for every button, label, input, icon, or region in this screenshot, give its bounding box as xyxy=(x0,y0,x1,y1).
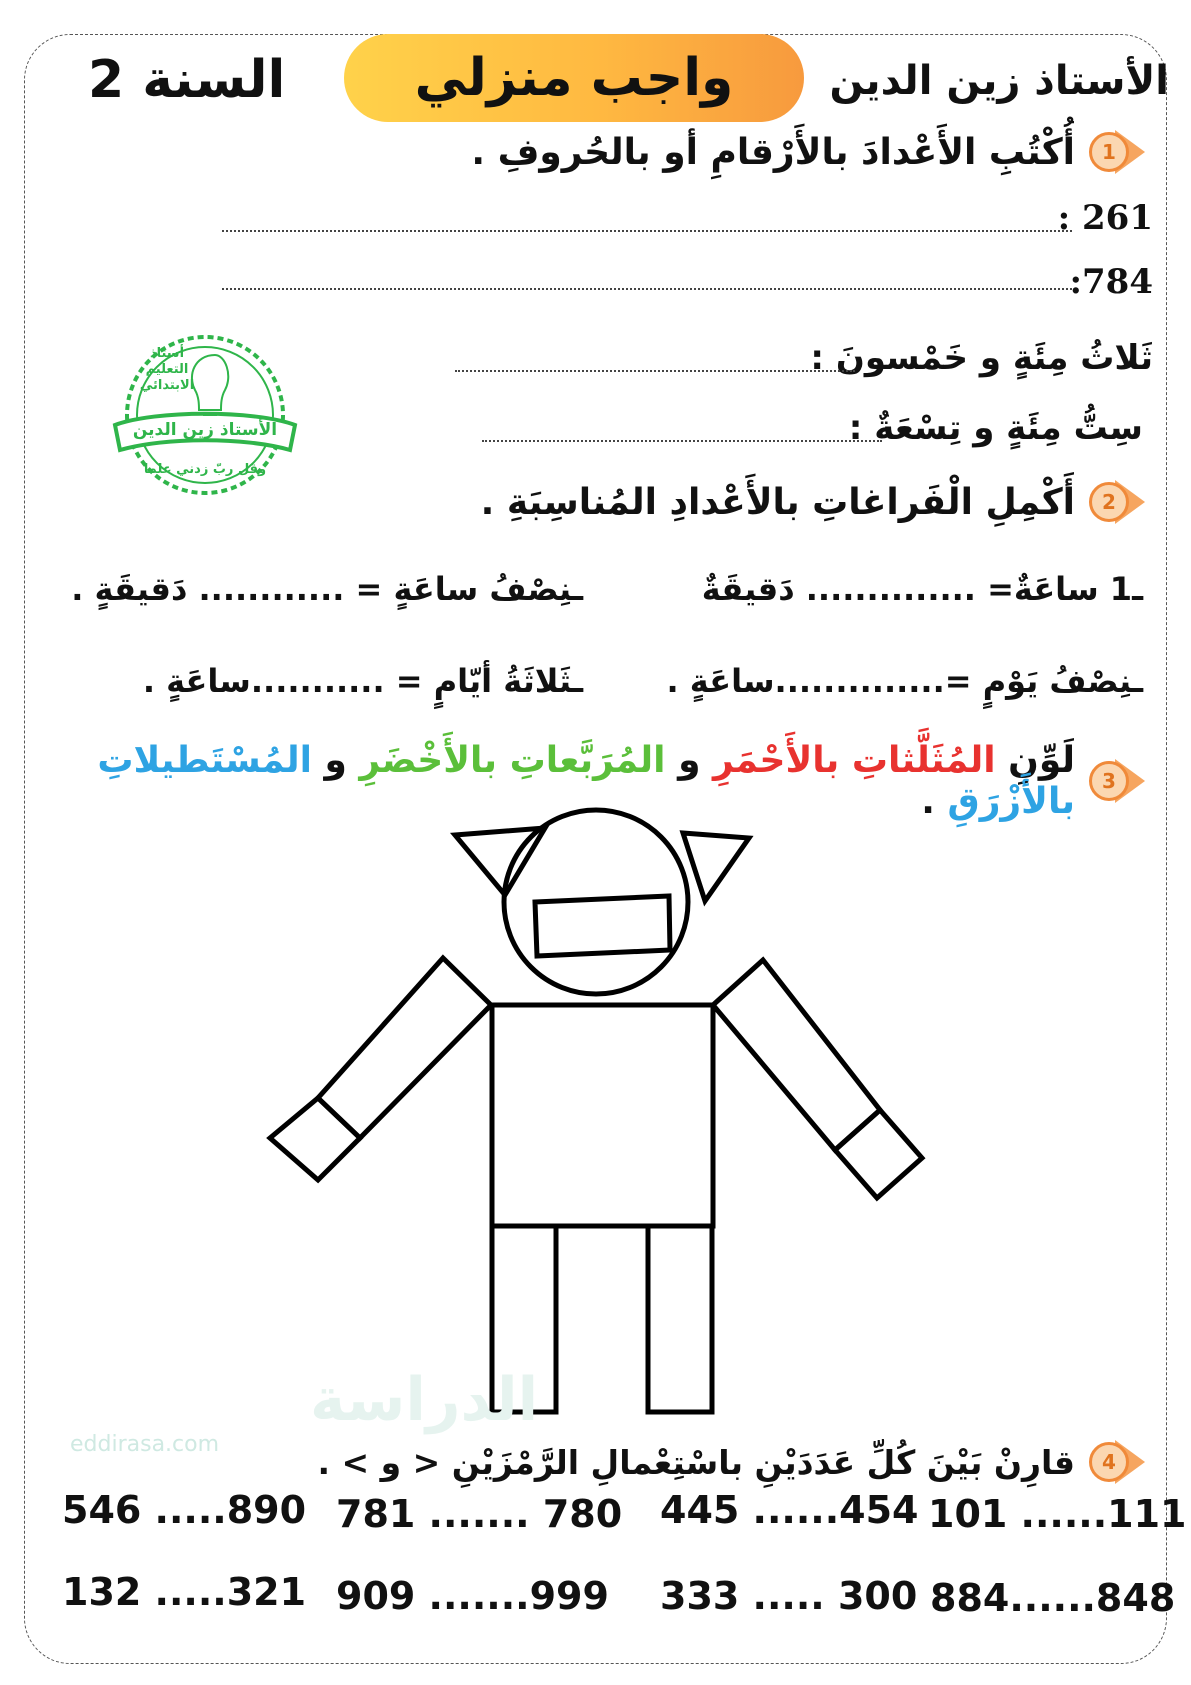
compare-1-4: 101 ......111 xyxy=(928,1492,1187,1536)
exercise-2-badge: 2 xyxy=(1087,480,1145,524)
period: . xyxy=(921,781,935,822)
right-leg-rectangle[interactable] xyxy=(648,1226,712,1412)
rectangles-blue-label: المُسْتَطيلاتِ بالأَزْرَقِ xyxy=(97,740,1075,822)
stamp-line-3: الابتدائي xyxy=(139,378,195,393)
stamp-line-1: أستاذ xyxy=(149,346,185,361)
compare-1-2: 781 ....... 780 xyxy=(336,1492,623,1536)
exercise-3-heading xyxy=(0,740,1145,822)
compare-1-3: 445 ......454 xyxy=(660,1488,919,1532)
number-261: : 261 xyxy=(1057,198,1153,238)
fill-three-days: ـثَلاثَةُ أيّامٍ = ...........ساعَةٍ . xyxy=(142,662,583,700)
conj-1: و xyxy=(678,740,701,781)
number-784: :784 xyxy=(1069,262,1153,302)
fill-half-day: ـنِصْفُ يَوْمٍ =..............ساعَةٍ . xyxy=(666,662,1143,700)
compare-2-3: 333 ..... 300 xyxy=(660,1574,918,1618)
fill-hour: ـ1 ساعَةٌ= .............. دَقيقَةٌ xyxy=(701,570,1143,608)
exercise-4-instruction: قارِنْ بَيْنَ كُلِّ عَدَدَيْنِ باسْتِعْمالِ الرَّمْزَيْنِ < و > . xyxy=(317,1442,1075,1482)
mouth-rectangle[interactable] xyxy=(535,896,670,956)
exercise-3-badge: 3 xyxy=(1087,759,1145,803)
exercise-4-badge: 4 xyxy=(1087,1440,1145,1484)
compare-2-1: 132 .....321 xyxy=(62,1570,307,1614)
fill-half-hour: ـنِصْفُ ساعَةٍ = ............ دَقيقَةٍ . xyxy=(71,570,583,608)
stamp-line-2: التعليم xyxy=(145,362,189,377)
exercise-1-badge: 1 xyxy=(1087,130,1145,174)
exercise-3-instruction xyxy=(0,740,1075,822)
exercise-4-heading xyxy=(317,1440,1145,1484)
teacher-name: الأستاذ زين الدين xyxy=(829,58,1169,104)
exercise-1-heading xyxy=(471,130,1145,174)
conj-2: و xyxy=(324,740,347,781)
compare-1-1: 546 .....890 xyxy=(62,1488,307,1532)
answer-line-3[interactable] xyxy=(455,368,855,372)
watermark-url: eddirasa.com xyxy=(70,1432,220,1457)
worksheet-title xyxy=(344,34,804,122)
worksheet-title-text: واجب منزلي xyxy=(414,48,734,108)
grade-label: السنة 2 xyxy=(88,50,286,110)
color-verb: لَوِّنِ xyxy=(1008,740,1075,781)
answer-line-2[interactable] xyxy=(222,286,1072,290)
triangles-red-label: المُثَلَّثاتِ بالأَحْمَرِ xyxy=(713,740,996,781)
exercise-1-instruction: أُكْتُبِ الأَعْدادَ بالأَرْقامِ أو بالحُروفِ . xyxy=(471,131,1075,173)
body-square[interactable] xyxy=(492,1005,713,1226)
teacher-stamp-icon xyxy=(95,315,315,525)
answer-line-4[interactable] xyxy=(482,438,882,442)
exercise-2-heading xyxy=(481,480,1145,524)
watermark-arabic: الدراسة xyxy=(310,1365,539,1435)
compare-2-2: 909 .......999 xyxy=(336,1574,609,1618)
stamp-motto: وقل ربّ زدني علما xyxy=(143,462,267,477)
compare-2-4: 884......848 xyxy=(930,1576,1176,1620)
squares-green-label: المُرَبَّعاتِ بالأَخْضَرِ xyxy=(359,740,666,781)
stamp-name: الأستاذ زين الدين xyxy=(132,420,278,440)
exercise-2-instruction: أَكْمِلِ الْفَراغاتِ بالأَعْدادِ المُناسِبَةِ . xyxy=(480,481,1075,523)
words-350: ثَلاثُ مِئَةٍ و خَمْسونَ : xyxy=(810,338,1153,378)
answer-line-1[interactable] xyxy=(222,228,1072,232)
words-609: سِتُّ مِئَةٍ و تِسْعَةٌ : xyxy=(848,408,1143,448)
